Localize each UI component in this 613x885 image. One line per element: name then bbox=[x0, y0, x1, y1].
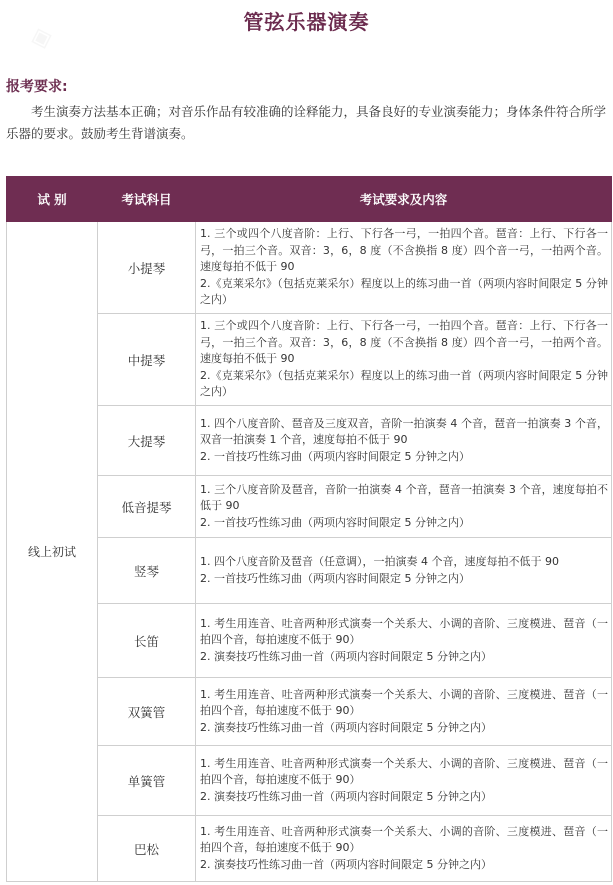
content-line: 2. 演奏技巧性练习曲一首（两项内容时间限定 5 分钟之内） bbox=[200, 857, 492, 871]
table-row bbox=[7, 678, 612, 746]
table-row bbox=[7, 604, 612, 678]
table-row bbox=[7, 406, 612, 476]
content-line: 1. 考生用连音、吐音两种形式演奏一个关系大、小调的音阶、三度模进、琶音（一拍四个音，每拍速度不低于 90） bbox=[200, 756, 608, 787]
content-line: 1. 三个或四个八度音阶：上行、下行各一弓，一拍四个音。琶音：上行、下行各一弓，一拍三个音。双音：3，6，8 度（不含换指 8 度）四个音一弓，一拍两个音。速度每拍不低于 90 bbox=[200, 319, 608, 366]
content-line: 1. 考生用连音、吐音两种形式演奏一个关系大、小调的音阶、三度模进、琶音（一拍四个音，每拍速度不低于 90） bbox=[200, 687, 608, 718]
subject-cell: 巴松 bbox=[98, 816, 196, 882]
exam-table bbox=[6, 176, 612, 882]
content-cell bbox=[196, 314, 612, 406]
table-row bbox=[7, 222, 612, 314]
header-category: 试 别 bbox=[7, 177, 98, 222]
table-row bbox=[7, 746, 612, 816]
content-cell bbox=[196, 406, 612, 476]
subject-cell: 大提琴 bbox=[98, 406, 196, 476]
content-cell bbox=[196, 604, 612, 678]
content-line: 2.《克莱采尔》（包括克莱采尔）程度以上的练习曲一首（两项内容时间限定 5 分钟之内） bbox=[200, 276, 608, 307]
content-cell bbox=[196, 222, 612, 314]
subject-cell: 竖琴 bbox=[98, 538, 196, 604]
requirements-heading: 报考要求: bbox=[6, 79, 68, 95]
content-cell bbox=[196, 816, 612, 882]
watermark: ◈ bbox=[25, 17, 57, 56]
content-line: 1. 三个八度音阶及琶音，音阶一拍演奏 4 个音，琶音一拍演奏 3 个音，速度每拍不低于 90 bbox=[200, 482, 608, 513]
content-line: 1. 四个八度音阶及琶音（任意调），一拍演奏 4 个音，速度每拍不低于 90 bbox=[200, 555, 559, 568]
content-line: 1. 三个或四个八度音阶：上行、下行各一弓，一拍四个音。琶音：上行、下行各一弓，一拍三个音。双音：3，6，8 度（不含换指 8 度）四个音一弓，一拍两个音。速度每拍不低于 90 bbox=[200, 227, 608, 274]
category-cell: 线上初试 bbox=[7, 222, 98, 882]
content-cell bbox=[196, 678, 612, 746]
requirements-text: 考生演奏方法基本正确；对音乐作品有较准确的诠释能力，具备良好的专业演奏能力；身体条件符合所学乐器的要求。鼓励考生背谱演奏。 bbox=[6, 104, 607, 141]
content-line: 2. 演奏技巧性练习曲一首（两项内容时间限定 5 分钟之内） bbox=[200, 649, 492, 663]
content-cell bbox=[196, 746, 612, 816]
content-cell bbox=[196, 538, 612, 604]
content-line: 2. 一首技巧性练习曲（两项内容时间限定 5 分钟之内） bbox=[200, 449, 470, 463]
content-line: 1. 四个八度音阶、琶音及三度双音，音阶一拍演奏 4 个音，琶音一拍演奏 3 个音，双音一拍演奏 1 个音，速度每拍不低于 90 bbox=[200, 416, 608, 447]
content-cell bbox=[196, 476, 612, 538]
table-row bbox=[7, 314, 612, 406]
subject-cell: 双簧管 bbox=[98, 678, 196, 746]
subject-cell: 中提琴 bbox=[98, 314, 196, 406]
subject-cell: 长笛 bbox=[98, 604, 196, 678]
header-subject: 考试科目 bbox=[98, 177, 196, 222]
table-row bbox=[7, 816, 612, 882]
subject-cell: 低音提琴 bbox=[98, 476, 196, 538]
table-row bbox=[7, 538, 612, 604]
content-line: 2. 一首技巧性练习曲（两项内容时间限定 5 分钟之内） bbox=[200, 571, 470, 585]
content-line: 2. 演奏技巧性练习曲一首（两项内容时间限定 5 分钟之内） bbox=[200, 720, 492, 734]
header-content: 考试要求及内容 bbox=[196, 177, 612, 222]
table-header-row bbox=[7, 177, 612, 222]
content-line: 2.《克莱采尔》（包括克莱采尔）程度以上的练习曲一首（两项内容时间限定 5 分钟之内） bbox=[200, 368, 608, 399]
content-line: 2. 一首技巧性练习曲（两项内容时间限定 5 分钟之内） bbox=[200, 515, 470, 529]
subject-cell: 单簧管 bbox=[98, 746, 196, 816]
subject-cell: 小提琴 bbox=[98, 222, 196, 314]
content-line: 1. 考生用连音、吐音两种形式演奏一个关系大、小调的音阶、三度模进、琶音（一拍四个音，每拍速度不低于 90） bbox=[200, 824, 608, 855]
page-title: 管弦乐器演奏 bbox=[243, 10, 370, 34]
content-line: 1. 考生用连音、吐音两种形式演奏一个关系大、小调的音阶、三度模进、琶音（一拍四个音，每拍速度不低于 90） bbox=[200, 616, 608, 647]
content-line: 2. 演奏技巧性练习曲一首（两项内容时间限定 5 分钟之内） bbox=[200, 789, 492, 803]
table-row bbox=[7, 476, 612, 538]
